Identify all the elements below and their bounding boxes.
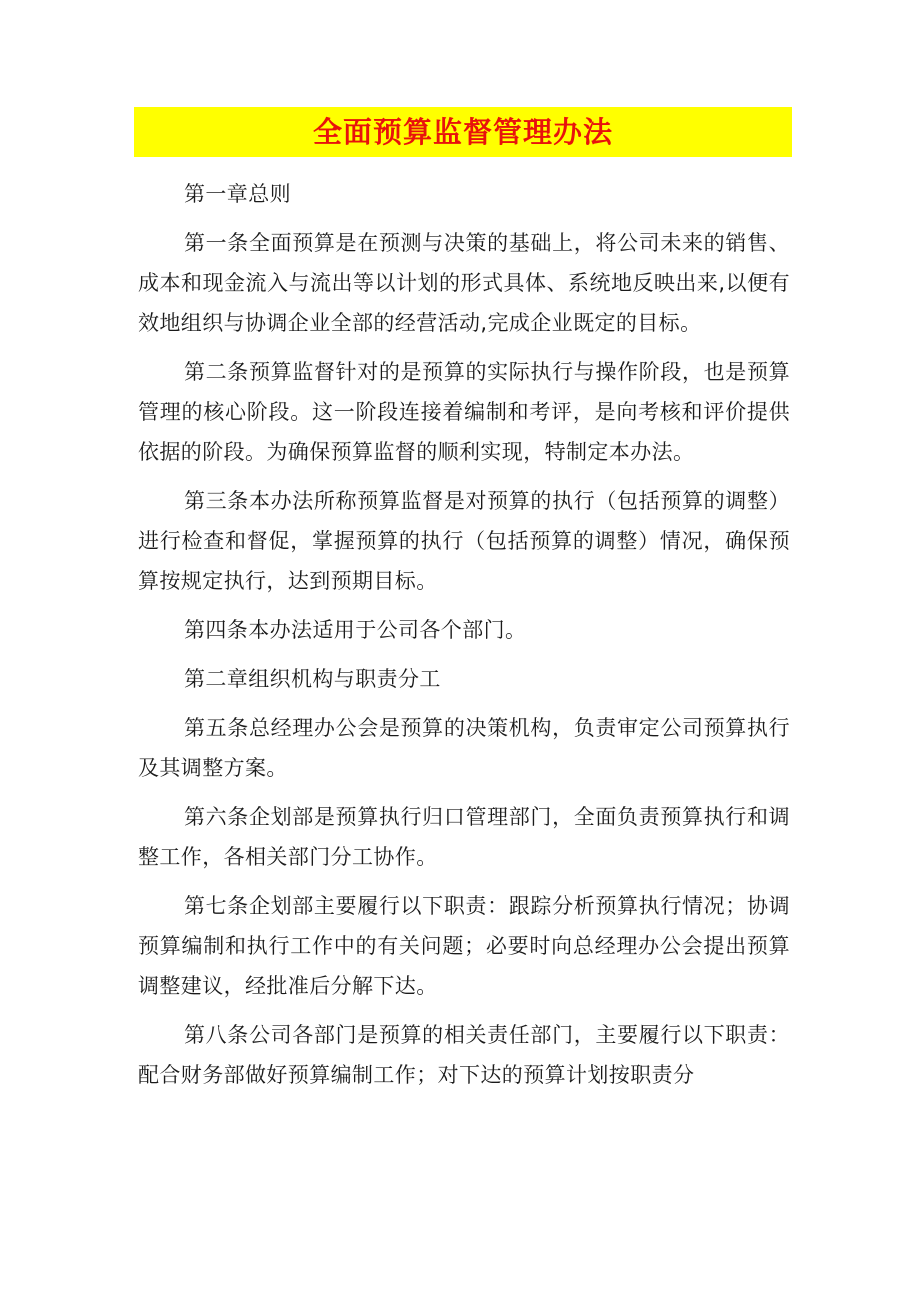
article-2: 第二条预算监督针对的是预算的实际执行与操作阶段，也是预算管理的核心阶段。这一阶段连接着编制和考评，是向考核和评价提供依据的阶段。为确保预算监督的顺利实现，特制定本办法。 (138, 360, 790, 464)
article-8: 第八条公司各部门是预算的相关责任部门，主要履行以下职责：配合财务部做好预算编制工作；对下达的预算计划按职责分 (138, 1023, 790, 1087)
document-title: 全面预算监督管理办法 (312, 114, 613, 149)
article-5: 第五条总经理办公会是预算的决策机构，负责审定公司预算执行及其调整方案。 (138, 716, 790, 780)
article-3: 第三条本办法所称预算监督是对预算的执行（包括预算的调整）进行检查和督促，掌握预算的执行（包括预算的调整）情况，确保预算按规定执行，达到预期目标。 (138, 489, 790, 593)
article-6: 第六条企划部是预算执行归口管理部门，全面负责预算执行和调整工作，各相关部门分工协作。 (138, 805, 790, 869)
document-body (138, 174, 790, 1104)
title-highlight (134, 107, 792, 157)
article-1: 第一条全面预算是在预测与决策的基础上，将公司未来的销售、成本和现金流入与流出等以计划的形式具体、系统地反映出来,以便有效地组织与协调企业全部的经营活动,完成企业既定的目标。 (138, 231, 790, 335)
chapter-heading-2: 第二章组织机构与职责分工 (184, 667, 441, 691)
article-7: 第七条企划部主要履行以下职责：跟踪分析预算执行情况；协调预算编制和执行工作中的有关问题；必要时向总经理办公会提出预算调整建议，经批准后分解下达。 (138, 894, 790, 998)
article-4: 第四条本办法适用于公司各个部门。 (184, 618, 527, 642)
chapter-heading-1: 第一章总则 (184, 182, 291, 206)
